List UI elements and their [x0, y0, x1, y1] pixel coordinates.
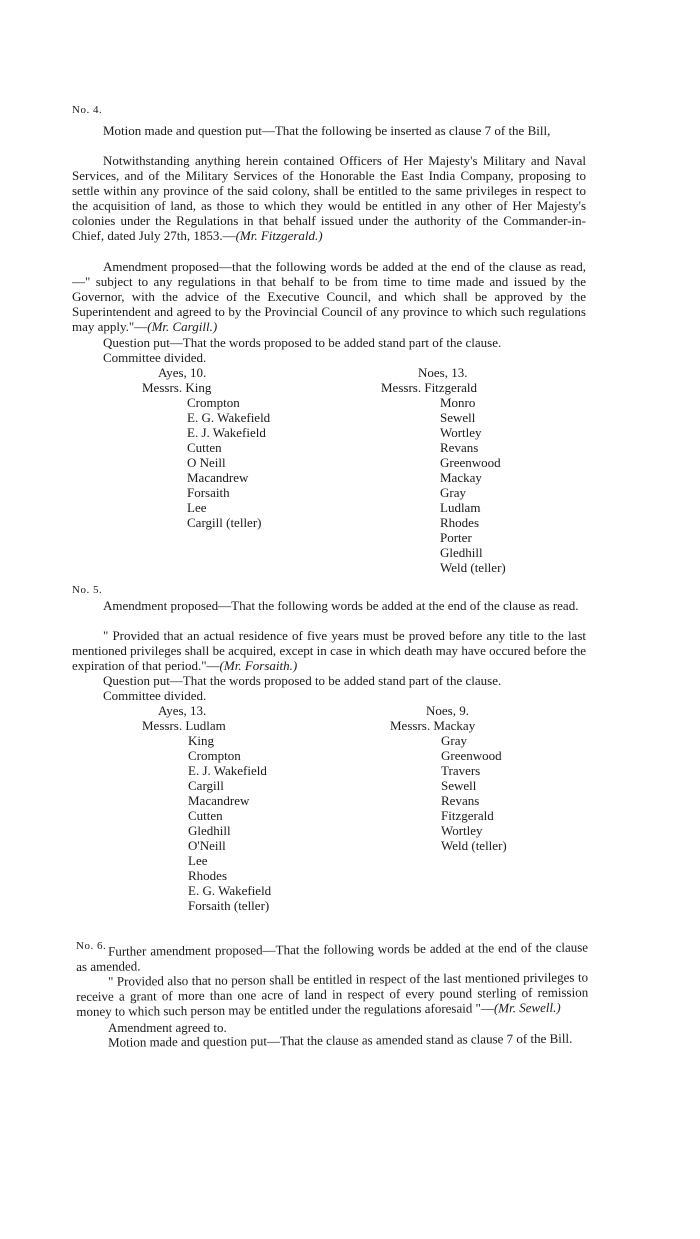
amendment-text: Amendment proposed—That the following words be added at the end of the clause as read. — [103, 598, 579, 613]
aye-member: Cutten — [188, 808, 223, 823]
amendment-text: Further amendment proposed—That the following words be added at the end of the clause as amended. — [76, 939, 589, 974]
no-member: Rhodes — [440, 515, 479, 530]
no-member: Gledhill — [440, 545, 483, 560]
aye-member: E. G. Wakefield — [188, 883, 272, 898]
section-number: No. 5. — [72, 584, 103, 596]
no-member: Gray — [441, 733, 467, 748]
aye-member: Cutten — [187, 440, 222, 455]
ayes-heading: Ayes, 10. — [158, 365, 207, 380]
aye-member: Lee — [187, 500, 207, 515]
aye-member: E. J. Wakefield — [188, 763, 267, 778]
noes-heading: Noes, 13. — [418, 365, 468, 380]
no-member: Messrs. Mackay — [390, 718, 476, 733]
aye-member: Macandrew — [187, 470, 249, 485]
no-member: Greenwood — [441, 748, 502, 763]
section-number: No. 6. — [76, 940, 107, 952]
mover-name: (Mr. Cargill.) — [147, 319, 218, 334]
motion-intro: Motion made and question put—That the following be inserted as clause 7 of the Bill, — [103, 123, 551, 138]
aye-member: Forsaith (teller) — [188, 898, 270, 913]
noes-heading: Noes, 9. — [426, 703, 469, 718]
no-member: Revans — [440, 440, 479, 455]
aye-member: O'Neill — [188, 838, 226, 853]
no-member: Messrs. Fitzgerald — [381, 380, 478, 395]
aye-member: King — [188, 733, 214, 748]
no-member: Weld (teller) — [440, 560, 506, 575]
mover-name: (Mr. Fitzgerald.) — [235, 228, 323, 243]
no-member: Sewell — [441, 778, 477, 793]
question-put: Question put—That the words proposed to be added stand part of the clause. — [103, 673, 502, 688]
noes-list — [381, 380, 506, 575]
no-member: Revans — [441, 793, 480, 808]
no-member: Mackay — [440, 470, 482, 485]
aye-member: Crompton — [187, 395, 240, 410]
amendment-agreed: Amendment agreed to. — [108, 1020, 227, 1035]
mover-name: (Mr. Sewell.) — [493, 999, 561, 1016]
aye-member: Lee — [188, 853, 208, 868]
proviso-text: " Provided that an actual residence of five years must be proved before any title to the last mentioned privileges shall be acquired, except in case in which death may have occured before the expiration of that period."—(Mr. Forsaith.) — [72, 628, 586, 673]
no-member: Fitzgerald — [441, 808, 494, 823]
no-member: Porter — [440, 530, 472, 545]
no-member: Monro — [440, 395, 476, 410]
noes-list — [390, 718, 507, 853]
final-motion: Motion made and question put—That the clause as amended stand as clause 7 of the Bill. — [107, 1030, 573, 1050]
question-put: Question put—That the words proposed to be added stand part of the clause. — [103, 335, 502, 350]
ayes-heading: Ayes, 13. — [158, 703, 207, 718]
ayes-list — [142, 380, 270, 530]
mover-name: (Mr. Forsaith.) — [219, 658, 298, 673]
ayes-list — [142, 718, 271, 913]
section-number: No. 4. — [72, 104, 103, 116]
aye-member: E. J. Wakefield — [187, 425, 266, 440]
no-member: Weld (teller) — [441, 838, 507, 853]
clause-text: Notwithstanding anything herein contained Officers of Her Majesty's Military and Naval Services, and of the Military Services of the Honorable the East India Company, proposing to settle within any province of the said colony, shall be entitled to the same privileges in respect to the acquisition of land, as those to which they would be entitled in any other of Her Majesty's colonies under the Regulations in that behalf issued under the authority of the Commander-in-Chief, dated July 27th, 1853.—(Mr. Fitzgerald.) — [72, 153, 586, 243]
aye-member: Crompton — [188, 748, 241, 763]
aye-member: Cargill (teller) — [187, 515, 262, 530]
no-member: Ludlam — [440, 500, 481, 515]
aye-member: O Neill — [187, 455, 226, 470]
aye-member: E. G. Wakefield — [187, 410, 271, 425]
no-member: Wortley — [440, 425, 482, 440]
aye-member: Messrs. Ludlam — [142, 718, 226, 733]
no-member: Wortley — [441, 823, 483, 838]
aye-member: Gledhill — [188, 823, 231, 838]
no-member: Greenwood — [440, 455, 501, 470]
no-member: Gray — [440, 485, 466, 500]
committee-divided: Committee divided. — [103, 688, 207, 703]
aye-member: Messrs. King — [142, 380, 212, 395]
amendment-text: Amendment proposed—that the following words be added at the end of the clause as read,—" subject to any regulations in that behalf to be from time to time made and issued by the Governor, with the advice of the Executive Council, and which shall be approved by the Superintendent and agreed to by the Provincial Council of any province to which such regulations may apply."—(Mr. Cargill.) — [72, 259, 586, 334]
aye-member: Rhodes — [188, 868, 227, 883]
no-member: Sewell — [440, 410, 476, 425]
aye-member: Cargill — [188, 778, 224, 793]
committee-divided: Committee divided. — [103, 350, 207, 365]
aye-member: Macandrew — [188, 793, 250, 808]
aye-member: Forsaith — [187, 485, 230, 500]
proviso-text: " Provided also that no person shall be entitled in respect of the last mentioned privileges to receive a grant of more than one acre of land in respect of every pound sterling of remission money to which such person may be entitled under the regulations aforesaid "—(Mr. Sewell.) — [76, 969, 589, 1019]
no-member: Travers — [441, 763, 481, 778]
